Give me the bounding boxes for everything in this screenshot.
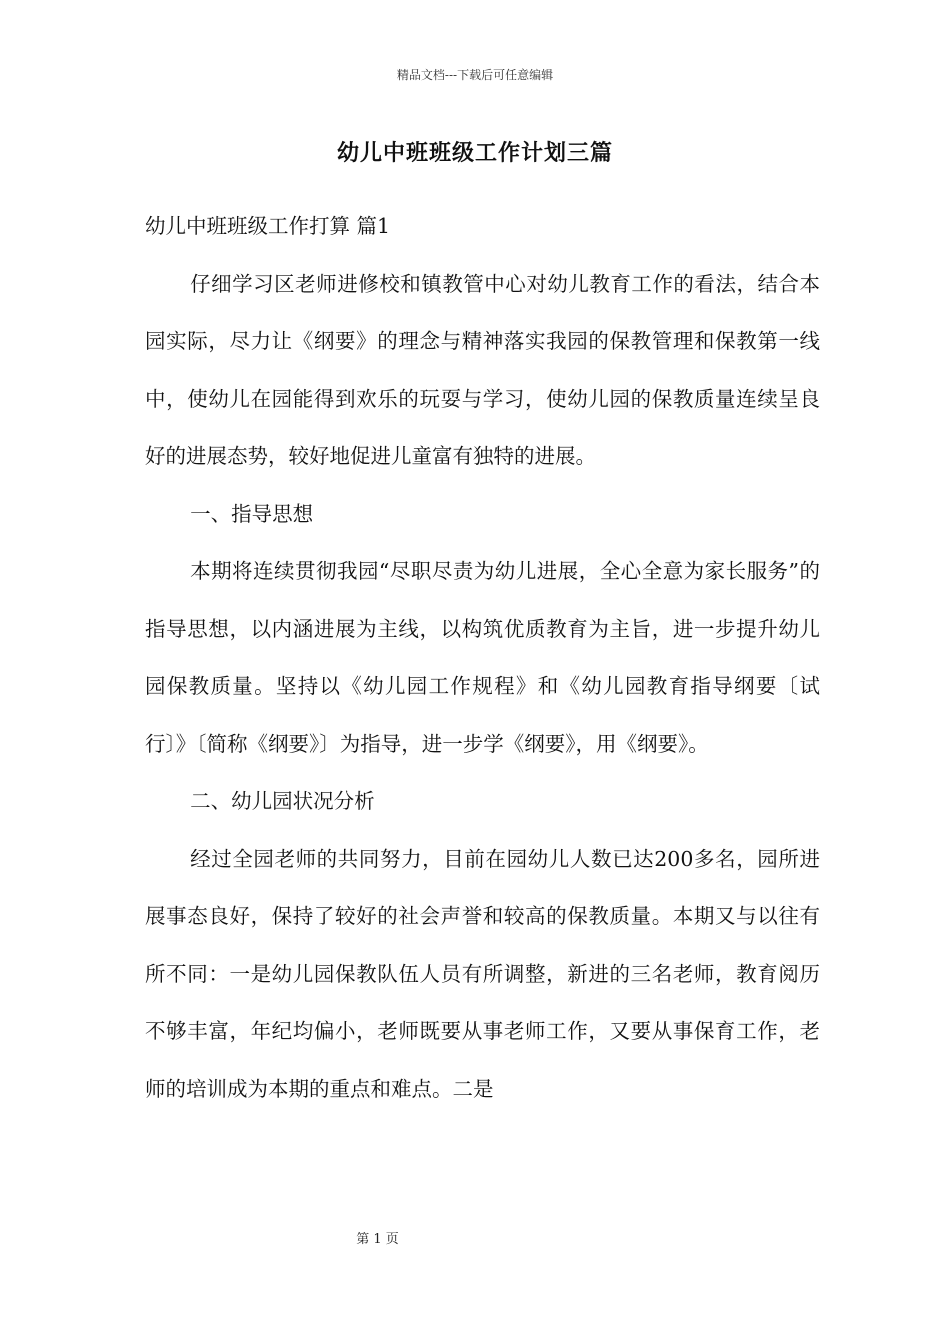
section-heading: 幼儿中班班级工作打算 篇1 — [145, 214, 391, 238]
paragraph: 仔细学习区老师进修校和镇教管中心对幼儿教育工作的看法，结合本园实际，尽力让《纲要》的理念与精神落实我园的保教管理和保教第一线中，使幼儿在园能得到欢乐的玩耍与学习，使幼儿园的保教质量连续呈良好的进展态势，较好地促进儿童富有独特的进展。 — [145, 271, 820, 468]
document-title: 幼儿中班班级工作计划三篇 — [336, 140, 613, 166]
subheading: 一、指导思想 — [190, 501, 314, 526]
header-note: 精品文档---下载后可任意编辑 — [396, 68, 554, 82]
subheading: 二、幼儿园状况分析 — [190, 789, 375, 813]
document-body — [145, 198, 820, 1118]
paragraph: 经过全园老师的共同努力，目前在园幼儿人数已达200多名，园所进展事态良好，保持了较好的社会声誉和较高的保教质量。本期又与以往有所不同：一是幼儿园保教队伍人员有所调整，新进的三名老师，教育阅历不够丰富，年纪均偏小，老师既要从事老师工作，又要从事保育工作，老师的培训成为本期的重点和难点。二是 — [145, 846, 820, 1101]
paragraph: 本期将连续贯彻我园“尽职尽责为幼儿进展，全心全意为家长服务”的指导思想，以内涵进展为主线，以构筑优质教育为主旨，进一步提升幼儿园保教质量。坚持以《幼儿园工作规程》和《幼儿园教育指导纲要〔试行〕》〔简称《纲要》〕为指导，进一步学《纲要》，用《纲要》。 — [145, 559, 820, 756]
page-number: 第 1 页 — [356, 1232, 399, 1247]
